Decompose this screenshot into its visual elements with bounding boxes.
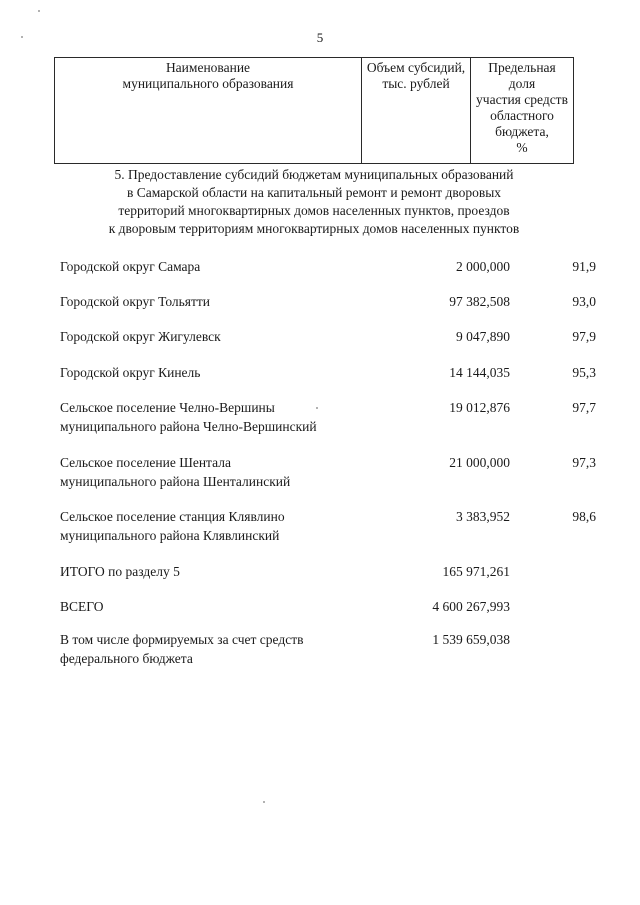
- header-share-line: областного: [490, 108, 554, 123]
- subsidy-amount: 19 012,876: [449, 400, 510, 415]
- municipality-name-line: Сельское поселение Шентала: [60, 455, 231, 470]
- page-number: 5: [316, 30, 324, 45]
- municipality-name: [60, 398, 360, 436]
- header-share-line: доля: [508, 76, 536, 91]
- subsidy-amount: 21 000,000: [449, 455, 510, 470]
- section-title-line: территорий многоквартирных домов населенных пунктов, проездов: [118, 203, 510, 218]
- scan-speck: [316, 407, 318, 409]
- municipality-name-line: муниципального района Клявлинский: [60, 528, 280, 543]
- subsidy-amount: 14 144,035: [449, 365, 510, 380]
- share-percent: 97,7: [572, 400, 596, 415]
- total-amount: 165 971,261: [442, 564, 510, 579]
- header-share-column: [470, 58, 573, 163]
- scan-speck: [21, 36, 23, 38]
- municipality-name-line: муниципального района Челно-Вершинский: [60, 419, 317, 434]
- header-subsidy-line: Объем субсидий,: [366, 60, 466, 75]
- scan-speck: [38, 10, 40, 12]
- municipality-name: [60, 257, 360, 276]
- total-label-line: ИТОГО по разделу 5: [60, 564, 180, 579]
- municipality-name-line: Сельское поселение станция Клявлино: [60, 509, 285, 524]
- share-percent: 95,3: [572, 365, 596, 380]
- subsidy-amount: 9 047,890: [456, 329, 510, 344]
- header-share-line: %: [516, 140, 528, 155]
- total-amount: 4 600 267,993: [432, 599, 510, 614]
- municipality-name-line: муниципального района Шенталинский: [60, 474, 291, 489]
- header-name-line: муниципального образования: [122, 76, 294, 91]
- total-label: [60, 597, 360, 616]
- total-label: [60, 562, 360, 581]
- section-title-line: к дворовым территориям многоквартирных домов населенных пунктов: [108, 221, 520, 236]
- share-percent: 93,0: [572, 294, 596, 309]
- municipality-name-line: Городской округ Жигулевск: [60, 329, 221, 344]
- header-share-line: бюджета,: [495, 124, 549, 139]
- municipality-name: [60, 327, 360, 346]
- share-percent: 98,6: [572, 509, 596, 524]
- section-title: [54, 166, 574, 238]
- municipality-name-line: Сельское поселение Челно-Вершины: [60, 400, 275, 415]
- header-subsidy-line: тыс. рублей: [382, 76, 450, 91]
- subsidy-amount: 2 000,000: [456, 259, 510, 274]
- municipality-name-line: Городской округ Самара: [60, 259, 201, 274]
- subsidy-amount: 97 382,508: [449, 294, 510, 309]
- header-name-line: Наименование: [165, 60, 251, 75]
- scan-speck: [263, 801, 265, 803]
- table-header: [54, 57, 574, 164]
- municipality-name: [60, 363, 360, 382]
- header-share-line: участия средств: [476, 92, 568, 107]
- section-title-line: в Самарской области на капитальный ремонт и ремонт дворовых: [126, 185, 502, 200]
- municipality-name: [60, 292, 360, 311]
- section-title-line: 5. Предоставление субсидий бюджетам муниципальных образований: [114, 167, 514, 182]
- municipality-name: [60, 453, 360, 491]
- share-percent: 91,9: [572, 259, 596, 274]
- total-label-line: федерального бюджета: [60, 651, 193, 666]
- header-subsidy-column: [361, 58, 470, 163]
- municipality-name: [60, 507, 360, 545]
- total-amount: 1 539 659,038: [432, 632, 510, 647]
- subsidy-amount: 3 383,952: [456, 509, 510, 524]
- municipality-name-line: Городской округ Тольятти: [60, 294, 211, 309]
- share-percent: 97,3: [572, 455, 596, 470]
- municipality-name-line: Городской округ Кинель: [60, 365, 201, 380]
- share-percent: 97,9: [572, 329, 596, 344]
- total-label-line: В том числе формируемых за счет средств: [60, 632, 304, 647]
- total-label-line: ВСЕГО: [60, 599, 104, 614]
- header-name-column: [55, 58, 361, 163]
- header-share-line: Предельная: [488, 60, 556, 75]
- total-label: [60, 630, 360, 668]
